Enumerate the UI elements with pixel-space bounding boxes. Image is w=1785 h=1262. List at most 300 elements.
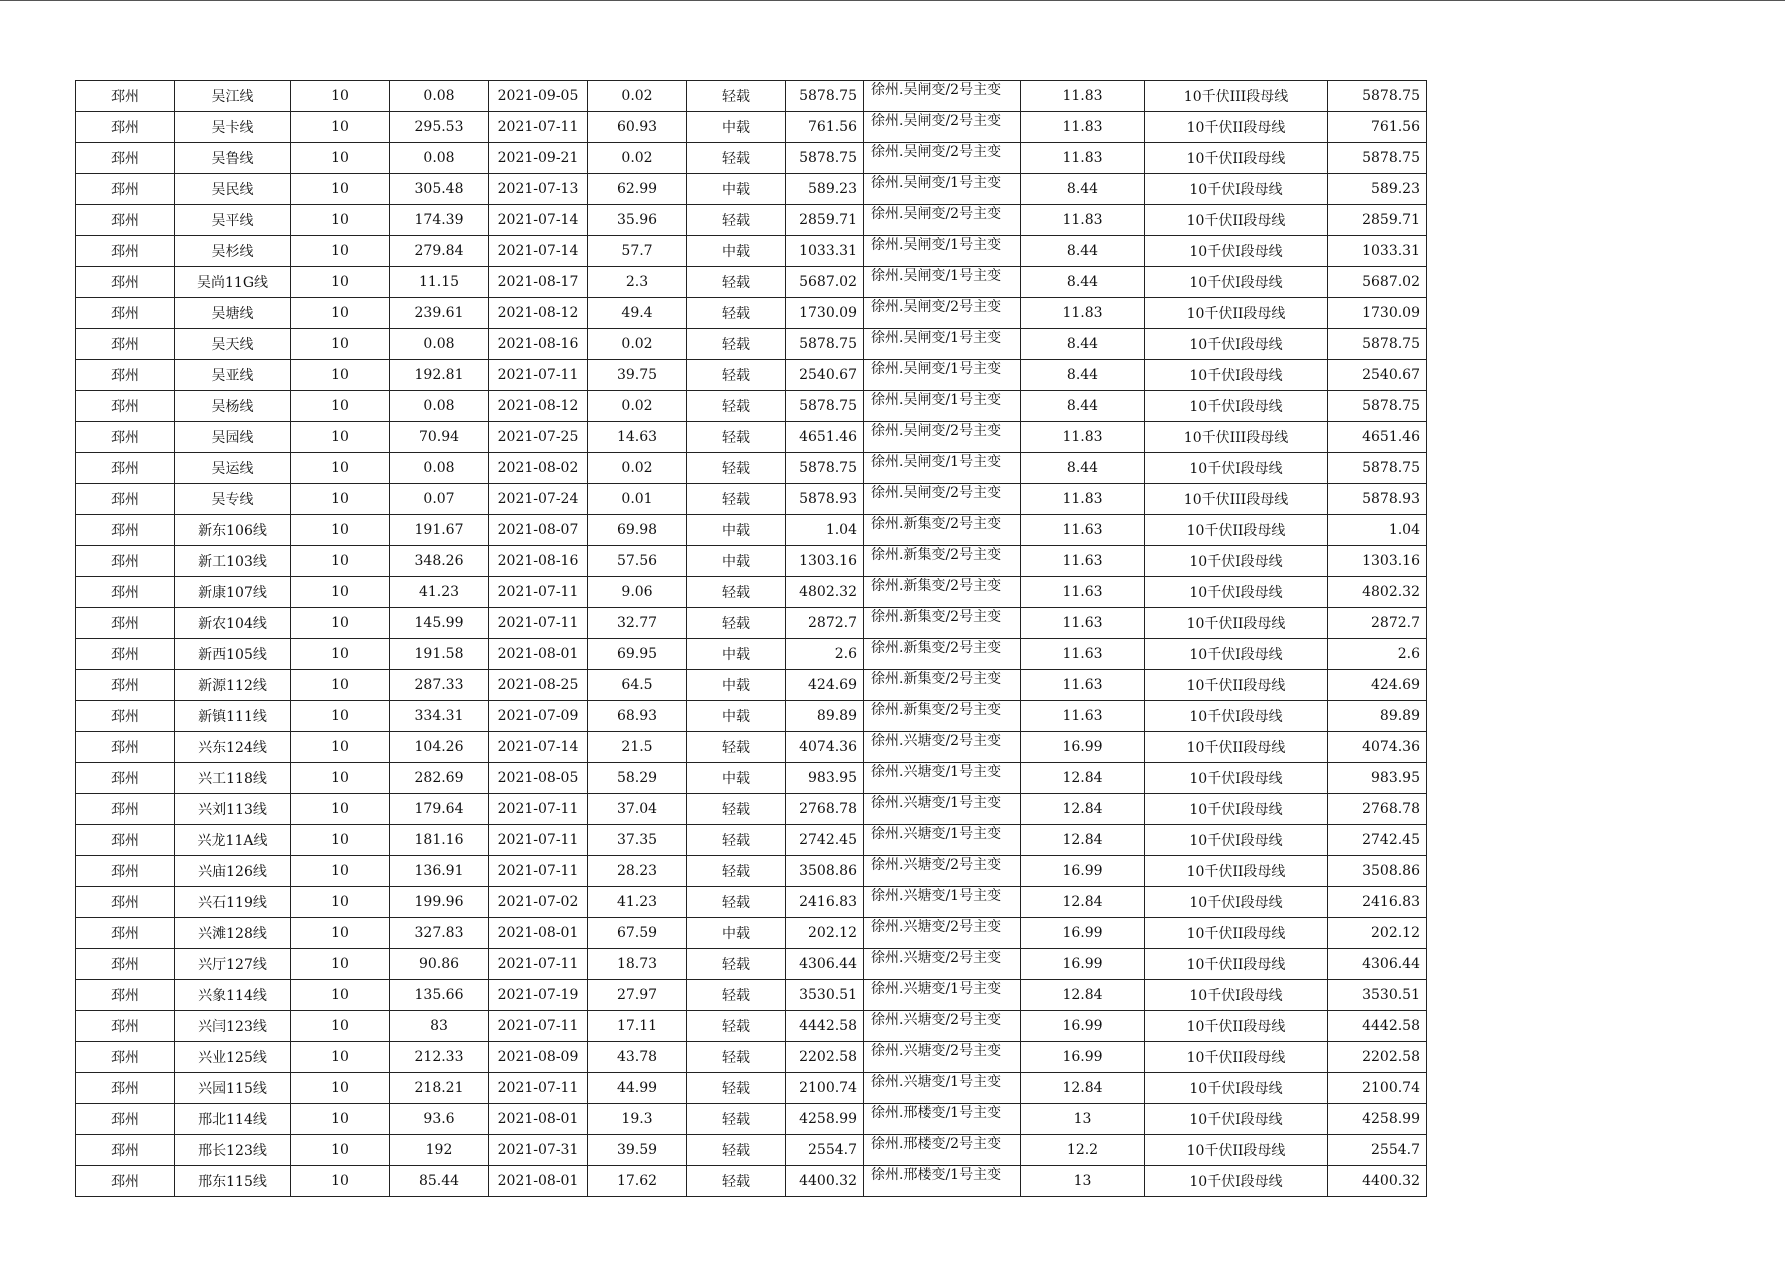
load-level-cell: 轻载 — [687, 577, 786, 608]
load-level-cell: 中载 — [687, 112, 786, 143]
substation-cell — [864, 1042, 1021, 1073]
load-rate-cell: 44.99 — [588, 1073, 687, 1104]
date-cell: 2021-08-01 — [489, 1166, 588, 1197]
bus-section-cell: 10千伏I段母线 — [1145, 887, 1328, 918]
current-cell: 212.33 — [390, 1042, 489, 1073]
line-name-cell: 吴天线 — [175, 329, 291, 360]
city-cell: 邳州 — [76, 112, 175, 143]
voltage-cell: 10 — [291, 639, 390, 670]
voltage-cell: 10 — [291, 825, 390, 856]
load-level-cell: 中载 — [687, 918, 786, 949]
substation-text: 徐州.兴塘变/1号主变 — [871, 826, 1002, 842]
table-row — [76, 1011, 1427, 1042]
bus-section-cell: 10千伏I段母线 — [1145, 236, 1328, 267]
load-rate-cell: 64.5 — [588, 670, 687, 701]
available-capacity-2-cell: 3530.51 — [1328, 980, 1427, 1011]
load-level-cell: 轻载 — [687, 422, 786, 453]
table-row — [76, 577, 1427, 608]
substation-text: 徐州.吴闸变/1号主变 — [871, 454, 1002, 470]
available-capacity-cell: 5878.93 — [786, 484, 864, 515]
date-cell: 2021-07-11 — [489, 1073, 588, 1104]
load-rate-cell: 0.02 — [588, 81, 687, 112]
transformer-load-cell: 8.44 — [1021, 360, 1145, 391]
substation-cell — [864, 732, 1021, 763]
line-name-cell: 吴运线 — [175, 453, 291, 484]
transformer-load-cell: 12.84 — [1021, 825, 1145, 856]
load-rate-cell: 18.73 — [588, 949, 687, 980]
line-name-cell: 吴尚11G线 — [175, 267, 291, 298]
bus-section-cell: 10千伏I段母线 — [1145, 701, 1328, 732]
city-cell: 邳州 — [76, 1166, 175, 1197]
load-rate-cell: 57.7 — [588, 236, 687, 267]
bus-section-cell: 10千伏II段母线 — [1145, 143, 1328, 174]
table-row — [76, 546, 1427, 577]
substation-cell — [864, 794, 1021, 825]
substation-text: 徐州.吴闸变/1号主变 — [871, 237, 1002, 253]
transformer-load-cell: 16.99 — [1021, 1042, 1145, 1073]
bus-section-cell: 10千伏II段母线 — [1145, 515, 1328, 546]
voltage-cell: 10 — [291, 546, 390, 577]
table-row — [76, 81, 1427, 112]
date-cell: 2021-07-11 — [489, 360, 588, 391]
date-cell: 2021-08-02 — [489, 453, 588, 484]
substation-cell — [864, 422, 1021, 453]
voltage-cell: 10 — [291, 1166, 390, 1197]
voltage-cell: 10 — [291, 763, 390, 794]
available-capacity-cell: 4651.46 — [786, 422, 864, 453]
available-capacity-2-cell: 983.95 — [1328, 763, 1427, 794]
available-capacity-cell: 4258.99 — [786, 1104, 864, 1135]
substation-cell — [864, 670, 1021, 701]
available-capacity-2-cell: 5878.75 — [1328, 143, 1427, 174]
substation-text: 徐州.吴闸变/2号主变 — [871, 206, 1002, 222]
table-row — [76, 1166, 1427, 1197]
line-name-cell: 新工103线 — [175, 546, 291, 577]
substation-text: 徐州.吴闸变/2号主变 — [871, 113, 1002, 129]
bus-section-cell: 10千伏III段母线 — [1145, 484, 1328, 515]
substation-text: 徐州.吴闸变/2号主变 — [871, 82, 1002, 98]
load-level-cell: 中载 — [687, 670, 786, 701]
bus-section-cell: 10千伏II段母线 — [1145, 298, 1328, 329]
current-cell: 327.83 — [390, 918, 489, 949]
load-level-cell: 轻载 — [687, 81, 786, 112]
bus-section-cell: 10千伏II段母线 — [1145, 1042, 1328, 1073]
date-cell: 2021-07-19 — [489, 980, 588, 1011]
table-row — [76, 298, 1427, 329]
voltage-cell: 10 — [291, 1135, 390, 1166]
load-rate-cell: 14.63 — [588, 422, 687, 453]
date-cell: 2021-07-11 — [489, 112, 588, 143]
table-row — [76, 360, 1427, 391]
substation-cell — [864, 112, 1021, 143]
available-capacity-cell: 1303.16 — [786, 546, 864, 577]
voltage-cell: 10 — [291, 732, 390, 763]
city-cell: 邳州 — [76, 329, 175, 360]
date-cell: 2021-08-12 — [489, 391, 588, 422]
load-level-cell: 轻载 — [687, 1104, 786, 1135]
available-capacity-2-cell: 2202.58 — [1328, 1042, 1427, 1073]
substation-text: 徐州.兴塘变/1号主变 — [871, 795, 1002, 811]
load-rate-cell: 39.75 — [588, 360, 687, 391]
voltage-cell: 10 — [291, 856, 390, 887]
voltage-cell: 10 — [291, 1073, 390, 1104]
date-cell: 2021-08-25 — [489, 670, 588, 701]
bus-section-cell: 10千伏II段母线 — [1145, 732, 1328, 763]
city-cell: 邳州 — [76, 515, 175, 546]
city-cell: 邳州 — [76, 391, 175, 422]
line-name-cell: 兴龙11A线 — [175, 825, 291, 856]
load-rate-cell: 41.23 — [588, 887, 687, 918]
date-cell: 2021-07-02 — [489, 887, 588, 918]
load-rate-cell: 37.04 — [588, 794, 687, 825]
available-capacity-cell: 5878.75 — [786, 329, 864, 360]
current-cell: 85.44 — [390, 1166, 489, 1197]
date-cell: 2021-08-05 — [489, 763, 588, 794]
substation-cell — [864, 980, 1021, 1011]
load-level-cell: 轻载 — [687, 484, 786, 515]
transformer-load-cell: 11.63 — [1021, 701, 1145, 732]
available-capacity-2-cell: 4074.36 — [1328, 732, 1427, 763]
city-cell: 邳州 — [76, 174, 175, 205]
transformer-load-cell: 16.99 — [1021, 732, 1145, 763]
transformer-load-cell: 12.2 — [1021, 1135, 1145, 1166]
bus-section-cell: 10千伏II段母线 — [1145, 918, 1328, 949]
date-cell: 2021-08-01 — [489, 918, 588, 949]
bus-section-cell: 10千伏III段母线 — [1145, 422, 1328, 453]
load-rate-cell: 19.3 — [588, 1104, 687, 1135]
city-cell: 邳州 — [76, 639, 175, 670]
bus-section-cell: 10千伏I段母线 — [1145, 453, 1328, 484]
date-cell: 2021-07-14 — [489, 732, 588, 763]
substation-cell — [864, 81, 1021, 112]
load-level-cell: 轻载 — [687, 1166, 786, 1197]
available-capacity-2-cell: 2100.74 — [1328, 1073, 1427, 1104]
load-rate-cell: 0.02 — [588, 143, 687, 174]
load-rate-cell: 43.78 — [588, 1042, 687, 1073]
load-level-cell: 轻载 — [687, 794, 786, 825]
bus-section-cell: 10千伏II段母线 — [1145, 1011, 1328, 1042]
substation-cell — [864, 639, 1021, 670]
current-cell: 11.15 — [390, 267, 489, 298]
city-cell: 邳州 — [76, 670, 175, 701]
voltage-cell: 10 — [291, 515, 390, 546]
table-row — [76, 1073, 1427, 1104]
city-cell: 邳州 — [76, 949, 175, 980]
voltage-cell: 10 — [291, 174, 390, 205]
city-cell: 邳州 — [76, 732, 175, 763]
table-row — [76, 887, 1427, 918]
available-capacity-cell: 2416.83 — [786, 887, 864, 918]
substation-cell — [864, 825, 1021, 856]
city-cell: 邳州 — [76, 81, 175, 112]
substation-text: 徐州.邢楼变/1号主变 — [871, 1105, 1002, 1121]
current-cell: 179.64 — [390, 794, 489, 825]
current-cell: 90.86 — [390, 949, 489, 980]
available-capacity-2-cell: 4442.58 — [1328, 1011, 1427, 1042]
bus-section-cell: 10千伏II段母线 — [1145, 205, 1328, 236]
available-capacity-2-cell: 2742.45 — [1328, 825, 1427, 856]
table-row — [76, 143, 1427, 174]
available-capacity-cell: 983.95 — [786, 763, 864, 794]
voltage-cell: 10 — [291, 670, 390, 701]
substation-cell — [864, 887, 1021, 918]
substation-cell — [864, 236, 1021, 267]
city-cell: 邳州 — [76, 422, 175, 453]
load-level-cell: 轻载 — [687, 453, 786, 484]
load-level-cell: 中载 — [687, 236, 786, 267]
available-capacity-cell: 761.56 — [786, 112, 864, 143]
current-cell: 218.21 — [390, 1073, 489, 1104]
substation-text: 徐州.兴塘变/1号主变 — [871, 888, 1002, 904]
city-cell: 邳州 — [76, 1011, 175, 1042]
load-rate-cell: 49.4 — [588, 298, 687, 329]
transformer-load-cell: 12.84 — [1021, 1073, 1145, 1104]
available-capacity-2-cell: 5878.75 — [1328, 81, 1427, 112]
available-capacity-cell: 5878.75 — [786, 453, 864, 484]
current-cell: 104.26 — [390, 732, 489, 763]
current-cell: 191.58 — [390, 639, 489, 670]
available-capacity-2-cell: 5878.93 — [1328, 484, 1427, 515]
available-capacity-2-cell: 1.04 — [1328, 515, 1427, 546]
table-row — [76, 701, 1427, 732]
city-cell: 邳州 — [76, 1073, 175, 1104]
substation-cell — [864, 267, 1021, 298]
bus-section-cell: 10千伏I段母线 — [1145, 267, 1328, 298]
substation-text: 徐州.兴塘变/2号主变 — [871, 950, 1002, 966]
substation-cell — [864, 1104, 1021, 1135]
load-rate-cell: 0.02 — [588, 391, 687, 422]
date-cell: 2021-08-16 — [489, 329, 588, 360]
transformer-load-cell: 13 — [1021, 1104, 1145, 1135]
available-capacity-cell: 589.23 — [786, 174, 864, 205]
bus-section-cell: 10千伏II段母线 — [1145, 670, 1328, 701]
load-level-cell: 中载 — [687, 515, 786, 546]
available-capacity-2-cell: 589.23 — [1328, 174, 1427, 205]
available-capacity-2-cell: 5878.75 — [1328, 329, 1427, 360]
line-name-cell: 新农104线 — [175, 608, 291, 639]
available-capacity-cell: 1033.31 — [786, 236, 864, 267]
current-cell: 181.16 — [390, 825, 489, 856]
line-name-cell: 吴杨线 — [175, 391, 291, 422]
voltage-cell: 10 — [291, 949, 390, 980]
transformer-load-cell: 13 — [1021, 1166, 1145, 1197]
bus-section-cell: 10千伏II段母线 — [1145, 1135, 1328, 1166]
available-capacity-cell: 4306.44 — [786, 949, 864, 980]
line-name-cell: 兴象114线 — [175, 980, 291, 1011]
transformer-load-cell: 8.44 — [1021, 391, 1145, 422]
substation-cell — [864, 918, 1021, 949]
bus-section-cell: 10千伏I段母线 — [1145, 763, 1328, 794]
substation-cell — [864, 577, 1021, 608]
voltage-cell: 10 — [291, 608, 390, 639]
transformer-load-cell: 8.44 — [1021, 329, 1145, 360]
bus-section-cell: 10千伏I段母线 — [1145, 577, 1328, 608]
substation-text: 徐州.新集变/2号主变 — [871, 702, 1002, 718]
table-row — [76, 1135, 1427, 1166]
date-cell: 2021-08-12 — [489, 298, 588, 329]
load-level-cell: 轻载 — [687, 825, 786, 856]
bus-section-cell: 10千伏I段母线 — [1145, 794, 1328, 825]
city-cell: 邳州 — [76, 980, 175, 1011]
transformer-load-cell: 11.83 — [1021, 298, 1145, 329]
available-capacity-cell: 3508.86 — [786, 856, 864, 887]
substation-text: 徐州.新集变/2号主变 — [871, 671, 1002, 687]
voltage-cell: 10 — [291, 794, 390, 825]
voltage-cell: 10 — [291, 422, 390, 453]
available-capacity-2-cell: 1033.31 — [1328, 236, 1427, 267]
substation-text: 徐州.兴塘变/2号主变 — [871, 1043, 1002, 1059]
bus-section-cell: 10千伏I段母线 — [1145, 391, 1328, 422]
date-cell: 2021-07-11 — [489, 825, 588, 856]
transformer-load-cell: 8.44 — [1021, 267, 1145, 298]
bus-section-cell: 10千伏II段母线 — [1145, 949, 1328, 980]
line-name-cell: 新西105线 — [175, 639, 291, 670]
city-cell: 邳州 — [76, 856, 175, 887]
load-level-cell: 轻载 — [687, 887, 786, 918]
load-level-cell: 轻载 — [687, 360, 786, 391]
current-cell: 0.08 — [390, 329, 489, 360]
table-row — [76, 267, 1427, 298]
substation-cell — [864, 608, 1021, 639]
load-level-cell: 轻载 — [687, 608, 786, 639]
available-capacity-2-cell: 5878.75 — [1328, 453, 1427, 484]
available-capacity-2-cell: 1730.09 — [1328, 298, 1427, 329]
date-cell: 2021-07-11 — [489, 1011, 588, 1042]
available-capacity-cell: 2202.58 — [786, 1042, 864, 1073]
current-cell: 191.67 — [390, 515, 489, 546]
load-rate-cell: 57.56 — [588, 546, 687, 577]
table-row — [76, 949, 1427, 980]
transformer-load-cell: 8.44 — [1021, 236, 1145, 267]
substation-cell — [864, 1135, 1021, 1166]
substation-text: 徐州.吴闸变/1号主变 — [871, 392, 1002, 408]
transformer-load-cell: 11.83 — [1021, 422, 1145, 453]
table-row — [76, 515, 1427, 546]
load-level-cell: 轻载 — [687, 980, 786, 1011]
load-level-cell: 轻载 — [687, 298, 786, 329]
available-capacity-cell: 1730.09 — [786, 298, 864, 329]
line-name-cell: 新镇111线 — [175, 701, 291, 732]
current-cell: 279.84 — [390, 236, 489, 267]
current-cell: 0.08 — [390, 391, 489, 422]
voltage-cell: 10 — [291, 143, 390, 174]
city-cell: 邳州 — [76, 1042, 175, 1073]
available-capacity-2-cell: 202.12 — [1328, 918, 1427, 949]
date-cell: 2021-07-11 — [489, 949, 588, 980]
bus-section-cell: 10千伏I段母线 — [1145, 825, 1328, 856]
city-cell: 邳州 — [76, 763, 175, 794]
available-capacity-cell: 2768.78 — [786, 794, 864, 825]
current-cell: 93.6 — [390, 1104, 489, 1135]
transformer-load-cell: 12.84 — [1021, 794, 1145, 825]
load-rate-cell: 37.35 — [588, 825, 687, 856]
bus-section-cell: 10千伏III段母线 — [1145, 81, 1328, 112]
city-cell: 邳州 — [76, 143, 175, 174]
substation-cell — [864, 453, 1021, 484]
load-level-cell: 轻载 — [687, 732, 786, 763]
line-name-cell: 兴刘113线 — [175, 794, 291, 825]
bus-section-cell: 10千伏II段母线 — [1145, 112, 1328, 143]
available-capacity-2-cell: 5687.02 — [1328, 267, 1427, 298]
line-name-cell: 邢长123线 — [175, 1135, 291, 1166]
transformer-load-cell: 16.99 — [1021, 918, 1145, 949]
load-rate-cell: 2.3 — [588, 267, 687, 298]
bus-section-cell: 10千伏I段母线 — [1145, 546, 1328, 577]
city-cell: 邳州 — [76, 267, 175, 298]
transformer-load-cell: 16.99 — [1021, 1011, 1145, 1042]
table-row — [76, 794, 1427, 825]
table-row — [76, 856, 1427, 887]
load-level-cell: 轻载 — [687, 1135, 786, 1166]
substation-cell — [864, 360, 1021, 391]
load-rate-cell: 9.06 — [588, 577, 687, 608]
current-cell: 0.08 — [390, 143, 489, 174]
available-capacity-2-cell: 2872.7 — [1328, 608, 1427, 639]
substation-text: 徐州.吴闸变/2号主变 — [871, 299, 1002, 315]
table-row — [76, 639, 1427, 670]
line-name-cell: 兴工118线 — [175, 763, 291, 794]
substation-text: 徐州.吴闸变/1号主变 — [871, 175, 1002, 191]
table-row — [76, 918, 1427, 949]
city-cell: 邳州 — [76, 794, 175, 825]
transformer-load-cell: 11.83 — [1021, 205, 1145, 236]
substation-cell — [864, 949, 1021, 980]
city-cell: 邳州 — [76, 205, 175, 236]
city-cell: 邳州 — [76, 577, 175, 608]
available-capacity-2-cell: 4306.44 — [1328, 949, 1427, 980]
date-cell: 2021-07-13 — [489, 174, 588, 205]
available-capacity-2-cell: 4651.46 — [1328, 422, 1427, 453]
substation-cell — [864, 1166, 1021, 1197]
date-cell: 2021-07-11 — [489, 608, 588, 639]
current-cell: 348.26 — [390, 546, 489, 577]
load-rate-cell: 58.29 — [588, 763, 687, 794]
load-rate-cell: 0.01 — [588, 484, 687, 515]
bus-section-cell: 10千伏I段母线 — [1145, 1073, 1328, 1104]
available-capacity-2-cell: 89.89 — [1328, 701, 1427, 732]
date-cell: 2021-07-09 — [489, 701, 588, 732]
load-level-cell: 轻载 — [687, 1073, 786, 1104]
bus-section-cell: 10千伏I段母线 — [1145, 1104, 1328, 1135]
voltage-cell: 10 — [291, 887, 390, 918]
line-name-cell: 兴东124线 — [175, 732, 291, 763]
load-rate-cell: 39.59 — [588, 1135, 687, 1166]
substation-cell — [864, 205, 1021, 236]
load-rate-cell: 35.96 — [588, 205, 687, 236]
table-row — [76, 112, 1427, 143]
table-row — [76, 484, 1427, 515]
voltage-cell: 10 — [291, 81, 390, 112]
line-name-cell: 兴业125线 — [175, 1042, 291, 1073]
current-cell: 239.61 — [390, 298, 489, 329]
substation-cell — [864, 329, 1021, 360]
available-capacity-cell: 424.69 — [786, 670, 864, 701]
available-capacity-2-cell: 2859.71 — [1328, 205, 1427, 236]
bus-section-cell: 10千伏I段母线 — [1145, 329, 1328, 360]
available-capacity-2-cell: 424.69 — [1328, 670, 1427, 701]
table-row — [76, 670, 1427, 701]
table-row — [76, 329, 1427, 360]
substation-text: 徐州.邢楼变/2号主变 — [871, 1136, 1002, 1152]
table-row — [76, 422, 1427, 453]
available-capacity-2-cell: 761.56 — [1328, 112, 1427, 143]
load-level-cell: 轻载 — [687, 205, 786, 236]
substation-text: 徐州.新集变/2号主变 — [871, 516, 1002, 532]
date-cell: 2021-08-01 — [489, 639, 588, 670]
load-rate-cell: 62.99 — [588, 174, 687, 205]
substation-text: 徐州.新集变/2号主变 — [871, 640, 1002, 656]
current-cell: 135.66 — [390, 980, 489, 1011]
